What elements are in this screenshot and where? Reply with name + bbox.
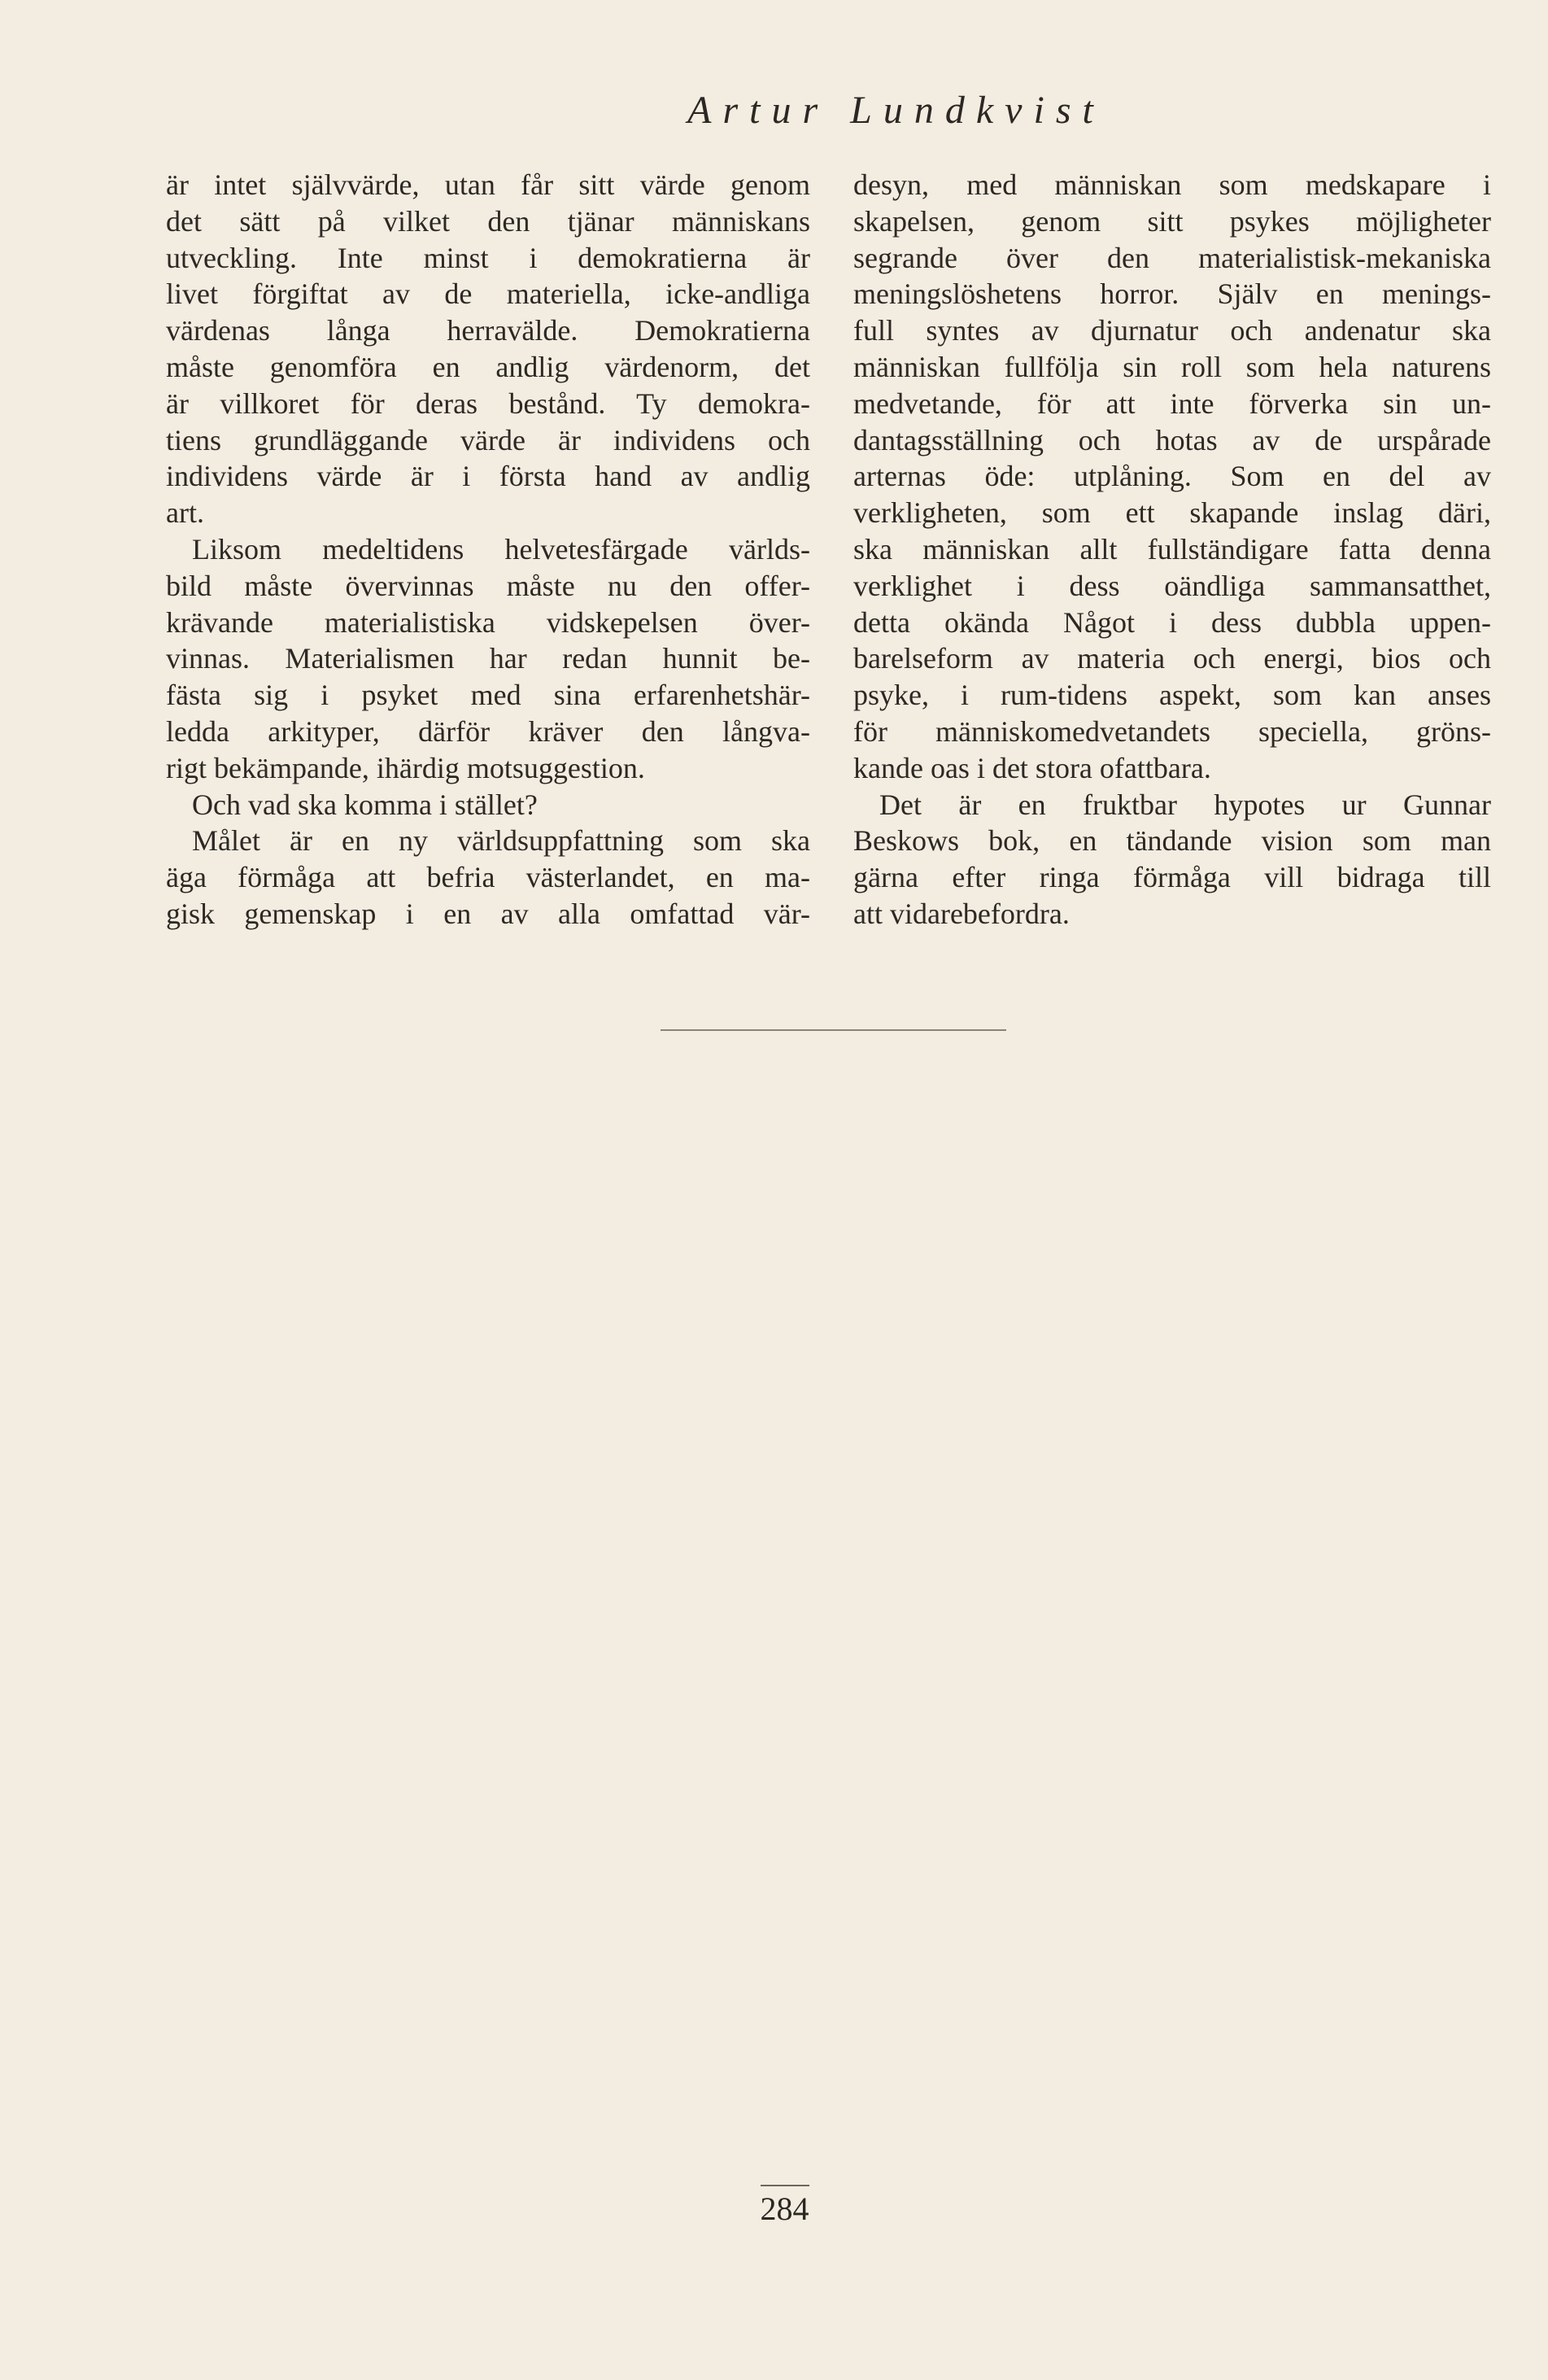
text-line: människan fullfölja sin roll som hela naturens	[853, 350, 1491, 383]
text-line: ledda arkityper, därför kräver den långva-	[166, 714, 810, 748]
text-line: desyn, med människan som medskapare i	[853, 168, 1491, 201]
text-line: art.	[166, 496, 204, 530]
text-line: tiens grundläggande värde är individens och	[166, 423, 810, 456]
left-text-column	[166, 167, 810, 932]
text-line: värdenas långa herravälde. Demokratierna	[166, 314, 810, 347]
text-line: vinnas. Materialismen har redan hunnit be-	[166, 642, 810, 675]
text-line: detta okända Något i dess dubbla uppen-	[853, 605, 1491, 639]
text-line: måste genomföra en andlig värdenorm, det	[166, 350, 810, 383]
text-line: det sätt på vilket den tjänar människans	[166, 204, 810, 238]
text-line: för människomedvetandets speciella, gröns-	[853, 714, 1491, 748]
text-line: gisk gemenskap i en av alla omfattad vär-	[166, 897, 810, 930]
right-text-column	[853, 167, 1491, 932]
text-line: barelseform av materia och energi, bios och	[853, 642, 1491, 675]
text-line: gärna efter ringa förmåga vill bidraga till	[853, 861, 1491, 894]
text-line: Beskows bok, en tändande vision som man	[853, 824, 1491, 858]
text-line: verkligheten, som ett skapande inslag däri,	[853, 496, 1491, 530]
text-line: medvetande, för att inte förverka sin un-	[853, 386, 1491, 420]
text-line: äga förmåga att befria västerlandet, en ma-	[166, 861, 810, 894]
text-line: utveckling. Inte minst i demokratierna är	[166, 241, 810, 274]
text-line: fästa sig i psyket med sina erfarenhetshär-	[166, 679, 810, 712]
text-line: Och vad ska komma i stället?	[192, 788, 538, 821]
text-line: individens värde är i första hand av andlig	[166, 460, 810, 493]
text-line: krävande materialistiska vidskepelsen över-	[166, 605, 810, 639]
text-line: kande oas i det stora ofattbara.	[853, 751, 1211, 784]
text-line: rigt bekämpande, ihärdig motsuggestion.	[166, 751, 645, 784]
text-line: Det är en fruktbar hypotes ur Gunnar	[879, 788, 1491, 821]
text-line: är villkoret för deras bestånd. Ty demokra-	[166, 386, 810, 420]
text-line: meningslöshetens horror. Själv en menings-	[853, 277, 1491, 311]
text-line: skapelsen, genom sitt psykes möjligheter	[853, 204, 1491, 238]
text-line: att vidarebefordra.	[853, 897, 1070, 930]
section-divider	[661, 1029, 1006, 1031]
text-line: segrande över den materialistisk-mekaniska	[853, 241, 1491, 274]
text-line: dantagsställning och hotas av de urspårade	[853, 423, 1491, 456]
text-line: verklighet i dess oändliga sammansatthet,	[853, 569, 1491, 602]
text-line: ska människan allt fullständigare fatta denna	[853, 532, 1491, 566]
text-line: psyke, i rum-tidens aspekt, som kan anses	[853, 679, 1491, 712]
text-line: är intet självvärde, utan får sitt värde genom	[166, 168, 810, 201]
text-line: bild måste övervinnas måste nu den offer-	[166, 569, 810, 602]
page-number-text: 284	[761, 2185, 809, 2228]
text-line: livet förgiftat av de materiella, icke-andliga	[166, 277, 810, 311]
text-line: Liksom medeltidens helvetesfärgade världs-	[192, 532, 810, 566]
running-head: Artur Lundkvist	[687, 89, 1105, 132]
text-line: Målet är en ny världsuppfattning som ska	[192, 824, 810, 858]
page-number	[0, 2185, 1548, 2228]
text-line: full syntes av djurnatur och andenatur ska	[853, 314, 1491, 347]
text-line: arternas öde: utplåning. Som en del av	[853, 460, 1491, 493]
